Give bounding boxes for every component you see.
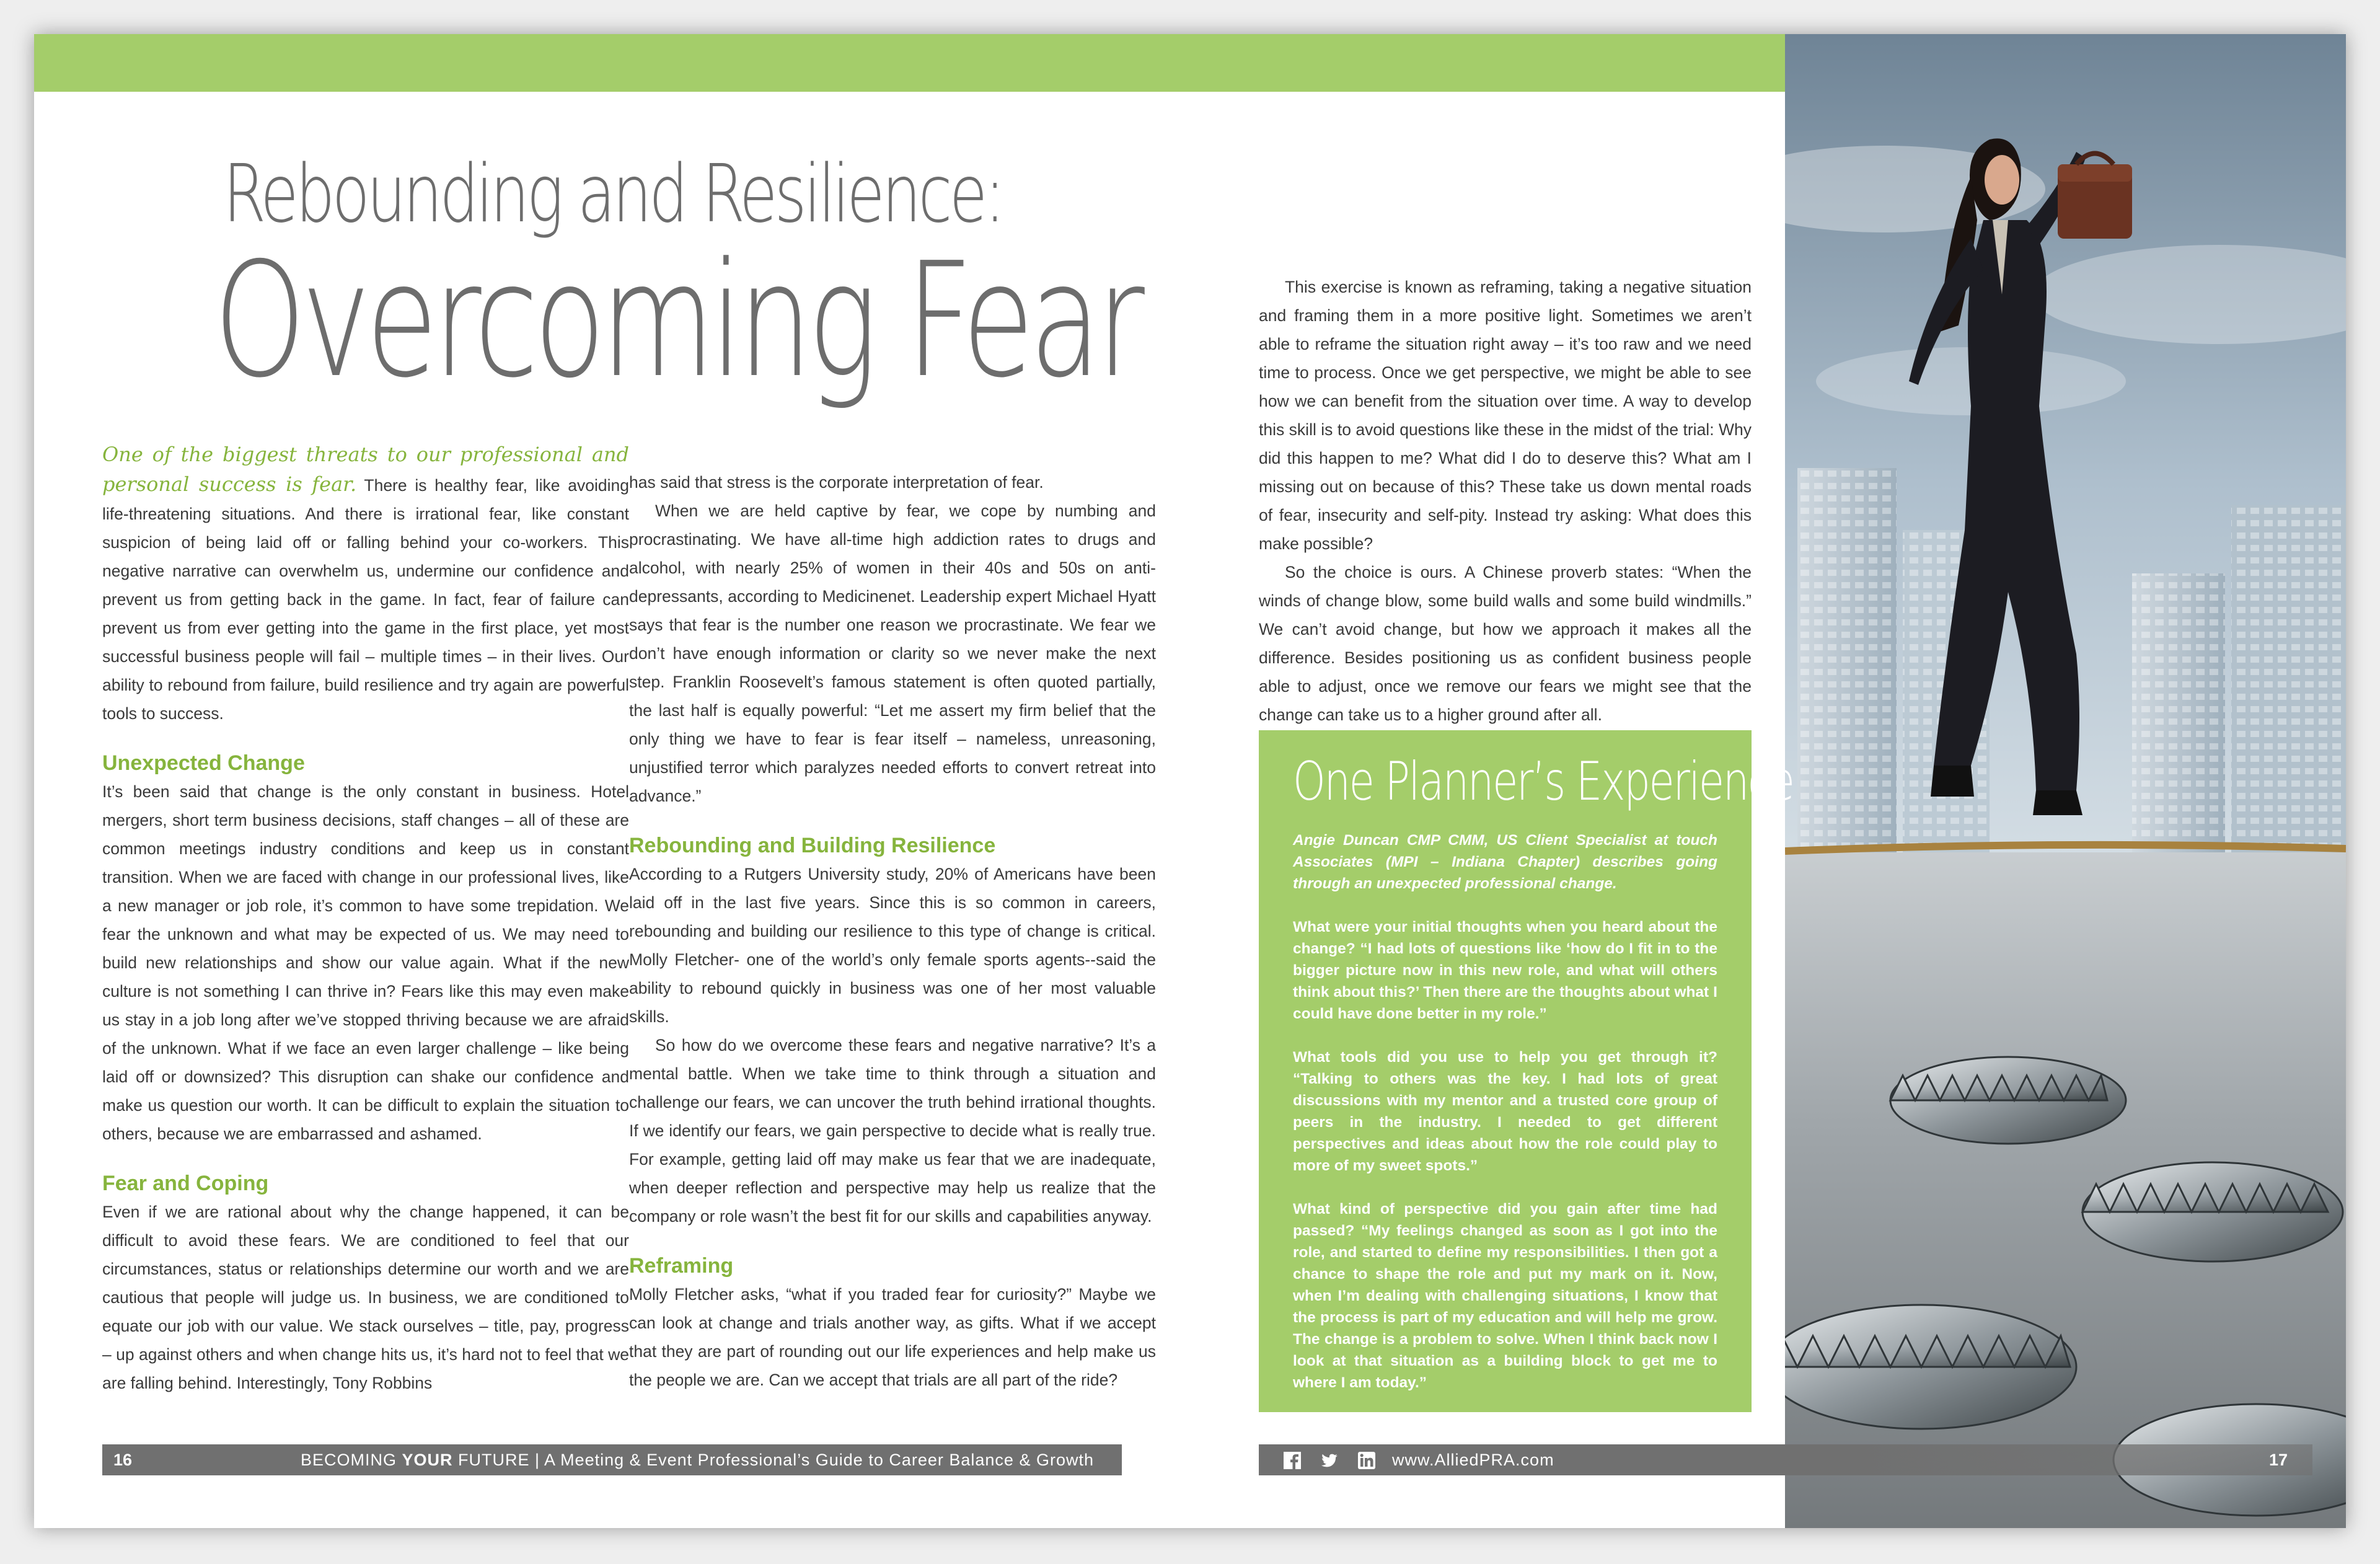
paragraph-overcome-fears: So how do we overcome these fears and negative narrative? It’s a mental battle. When we take time to think through a situation and challenge our fears, we can uncover the truth behind irrational thoughts. If we identify our fears, we gain perspective to decide what is really true. For example, getting laid off may make us fear that we are inadequate, when deeper reflection and perspective may help us realize that the company or role wasn’t the best fit for our skills and capabilities anyway.: [629, 1036, 1156, 1226]
website-link[interactable]: www.AlliedPRA.com: [1392, 1451, 1554, 1469]
paragraph-rutgers-study: According to a Rutgers University study, 20% of Americans have been laid off in the last five years. Since this is so common in careers, rebounding and building our resilience to this type of change is critical. Molly Fletcher- one of the world’s only female sports agents--said the ability to rebound quickly in business was one of her most valuable skills.: [629, 865, 1156, 1026]
top-accent-bar: [34, 34, 1785, 92]
headline-line-2: Overcoming Fear: [214, 229, 1140, 413]
page-number-left: 16: [113, 1451, 133, 1469]
lead-body: There is healthy fear, like avoiding life-threatening situations. And there is irrational fear, like constant suspicion of being laid off or falling behind your co-workers. This negative narrative can overwhelm us, undermine our confidence and prevent us from getting back in the game. In fact, fear of failure can prevent us from ever getting into the game in the first place, yet most successful business people will fail – multiple times – in their lives. Our ability to rebound from failure, build resilience and try again are powerful tools to success.: [102, 476, 629, 723]
heading-reframing: Reframing: [629, 1254, 734, 1278]
lead-pull-quote: One of the biggest threats to our professional and personal success is fear.: [102, 443, 629, 496]
article-column-2: [629, 468, 1156, 1394]
sidebar-intro: Angie Duncan CMP CMM, US Client Specialist at touch Associates (MPI – Indiana Chapter) describes going through an unexpected professional change.: [1293, 832, 1717, 892]
tagline-part-2: FUTURE | A Meeting & Event Professional’s Guide to Career Balance & Growth: [452, 1451, 1094, 1469]
tagline-your: YOUR: [402, 1451, 453, 1469]
article-column-1: [102, 440, 629, 1397]
footer-tagline: [301, 1444, 1094, 1475]
planner-experience-sidebar: [1259, 730, 1794, 1412]
paragraph-curiosity: Molly Fletcher asks, “what if you traded fear for curiosity?” Maybe we can look at change and trials another way, as gifts. What if we accept that they are part of rounding out our life experiences and help make us the people we are. Can we accept that trials are all part of the ride?: [629, 1285, 1156, 1389]
tagline-part-1: BECOMING: [301, 1451, 402, 1469]
facebook-icon[interactable]: [1284, 1452, 1301, 1469]
footer-left-bar: [102, 1444, 1122, 1475]
headline-line-1: Rebounding and Resilience:: [223, 148, 1003, 241]
heading-unexpected-change: Unexpected Change: [102, 751, 305, 775]
lead-paragraph: [102, 440, 629, 728]
heading-rebounding-resilience: Rebounding and Building Resilience: [629, 834, 996, 857]
paragraph-captive-by-fear: When we are held captive by fear, we cope by numbing and procrastinating. We have all-time high addiction rates to drugs and alcohol, with nearly 25% of women in their 40s and 50s on anti-depressants, according to Medicinenet. Leadership expert Michael Hyatt says that fear is the number one reason we procrastinate. We fear we don’t have enough information or clarity so we never make the next step. Franklin Roosevelt’s famous statement is often quoted partially, the last half is equally powerful: “Let me assert my firm belief that the only thing we have to fear is fear itself – nameless, unreasoning, unjustified terror which paralyzes needed efforts to convert retreat into advance.”: [629, 501, 1156, 805]
paragraph-unexpected-change: It’s been said that change is the only constant in business. Hotel mergers, short term business decisions, staff changes – all of these are common meetings industry conditions and keep us in constant transition. When we are faced with change in our professional lives, like a new manager or job role, it’s common to have some trepidation. We fear the unknown and what may be expected of us. We may need to build new relationships and show our value again. What if the new culture is not something I can thrive in? Fears like this may even make us stay in a job long after we’ve stopped thriving because we are afraid of the unknown. What if we face an even larger challenge – like being laid off or downsized? This disruption can shake our confidence and make us question our worth. It can be difficult to explain the situation to others, because we are embarrassed and ashamed.: [102, 782, 629, 1143]
paragraph-fear-and-coping: Even if we are rational about why the change happened, it can be difficult to avoid these fears. We are conditioned to feel that our circumstances, status or relationships determine our worth and we are cautious that people will judge us. In business, we are conditioned to equate our job with our value. We stack ourselves – title, pay, progress – up against others and when change hits us, it’s hard not to feel that we are falling behind. Interestingly, Tony Robbins: [102, 1203, 629, 1392]
page-number-right: 17: [2269, 1451, 2288, 1469]
magazine-spread: [34, 34, 2346, 1528]
paragraph-choice-is-ours: So the choice is ours. A Chinese proverb states: “When the winds of change blow, some build walls and some build windmills.” We can’t avoid change, but how we approach it makes all the difference. Besides positioning us as confident business people able to adjust, once we remove our fears we might see that the change can take us to a higher ground after all.: [1259, 563, 1752, 724]
linkedin-icon[interactable]: [1358, 1452, 1375, 1469]
paragraph-reframing-exercise: This exercise is known as reframing, taking a negative situation and framing them in a more positive light. Sometimes we aren’t able to reframe the situation right away – it’s too raw and we need time to process. Once we get perspective, we might be able to see how we can benefit from the situation over time. A way to develop this skill is to avoid questions like these in the midst of the trial: Why did this happen to me? What did I do to deserve this? What am I missing out on because of this? These take us down mental roads of fear, insecurity and self-pity. Instead try asking: What does this make possible?: [1259, 278, 1752, 553]
sidebar-body: [1293, 829, 1717, 1415]
paragraph-stress: has said that stress is the corporate interpretation of fear.: [629, 473, 1044, 492]
sidebar-qa-3: What kind of perspective did you gain after time had passed? “My feelings changed as soon as I got into the role, and started to define my responsibilities. I then got a chance to shape the role and put my mark on it. Now, when I’m dealing with challenging situations, I know that the process is part of my education and will help me grow. The change is a problem to solve. When I think back now I look at that situation as a building block to get me to where I am today.”: [1293, 1201, 1717, 1391]
article-column-3: [1259, 273, 1752, 729]
sidebar-qa-2: What tools did you use to help you get through it? “Talking to others was the key. I had lots of great discussions with my mentor and a trusted core group of peers in the industry. I needed to get different perspectives and ideas about how the role could play to more of my sweet spots.”: [1293, 1049, 1717, 1174]
footer-right-bar: [1259, 1444, 2312, 1475]
heading-fear-and-coping: Fear and Coping: [102, 1172, 269, 1195]
twitter-icon[interactable]: [1321, 1452, 1338, 1469]
sidebar-title: One Planner’s Experience: [1293, 751, 1794, 813]
sidebar-qa-1: What were your initial thoughts when you heard about the change? “I had lots of questions like ‘how do I fit in to the bigger picture now in this new role, and what will others think about this?’ Then there are the thoughts about what I could have done better in my role.”: [1293, 919, 1717, 1022]
tightrope-businesswoman-photo: [1785, 34, 2346, 1528]
